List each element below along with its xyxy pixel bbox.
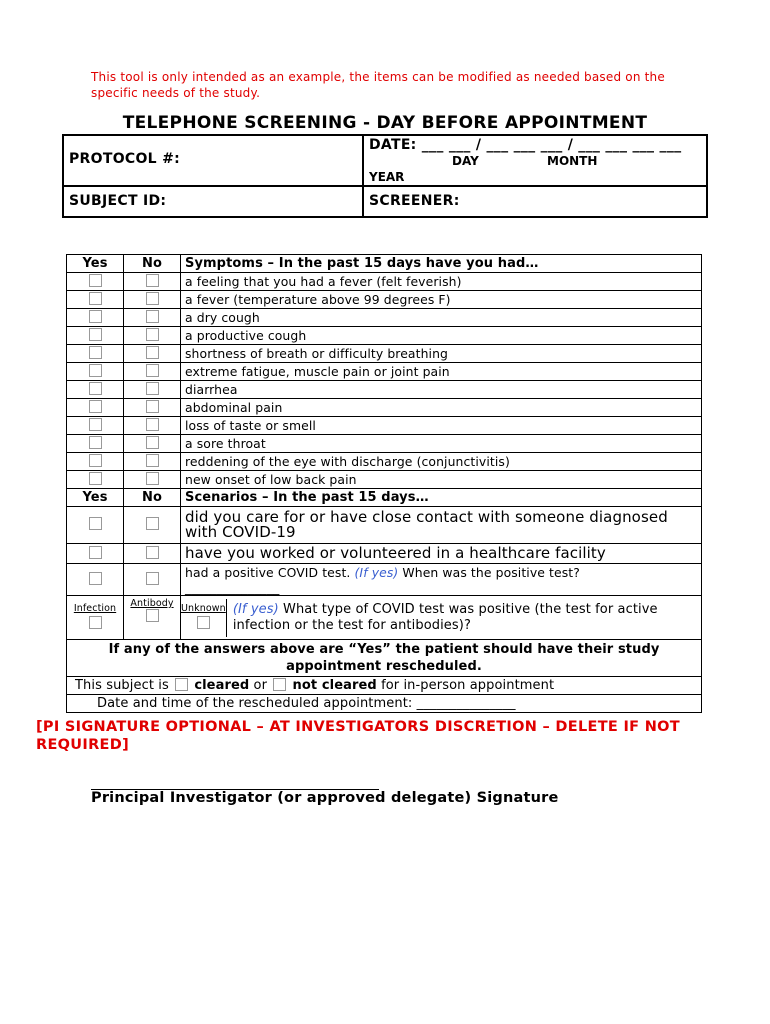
- clearance-row: [67, 677, 702, 695]
- yes-checkbox[interactable]: [89, 436, 102, 449]
- symptom-label: shortness of breath or difficulty breathing: [181, 345, 702, 363]
- symptom-label: reddening of the eye with discharge (conjunctivitis): [181, 453, 702, 471]
- not-cleared-checkbox[interactable]: [273, 678, 286, 691]
- symptom-label: diarrhea: [181, 381, 702, 399]
- unknown-label: Unknown: [181, 602, 226, 614]
- symptom-row: [67, 309, 702, 327]
- symptom-label: a fever (temperature above 99 degrees F): [181, 291, 702, 309]
- symptom-label: abdominal pain: [181, 399, 702, 417]
- no-checkbox[interactable]: [146, 436, 159, 449]
- no-checkbox[interactable]: [146, 454, 159, 467]
- yes-checkbox[interactable]: [89, 328, 102, 341]
- protocol-label: PROTOCOL #:: [69, 151, 180, 167]
- yes-checkbox[interactable]: [89, 400, 102, 413]
- no-checkbox[interactable]: [146, 472, 159, 485]
- scenario-row: [67, 507, 702, 544]
- reschedule-row: [67, 695, 702, 713]
- symptom-row: [67, 363, 702, 381]
- yes-checkbox[interactable]: [89, 572, 102, 585]
- yes-checkbox[interactable]: [89, 517, 102, 530]
- test-type-question: [227, 599, 701, 637]
- symptoms-heading: Symptoms – In the past 15 days have you had…: [181, 255, 702, 273]
- symptom-row: [67, 417, 702, 435]
- if-yes-label: (If yes): [354, 565, 399, 580]
- no-checkbox[interactable]: [146, 364, 159, 377]
- pi-signature-note: [PI SIGNATURE OPTIONAL – AT INVESTIGATORS DISCRETION – DELETE IF NOT REQUIRED]: [36, 719, 680, 753]
- date-day-label: DAY: [452, 154, 479, 168]
- yes-checkbox[interactable]: [89, 364, 102, 377]
- symptom-label: loss of taste or smell: [181, 417, 702, 435]
- subject-id-label: SUBJECT ID:: [69, 193, 167, 209]
- scenarios-header-row: [67, 489, 702, 507]
- yes-checkbox[interactable]: [89, 346, 102, 359]
- yes-checkbox[interactable]: [89, 274, 102, 287]
- not-cleared-label: not cleared: [292, 678, 377, 693]
- symptom-row: [67, 273, 702, 291]
- cleared-checkbox[interactable]: [175, 678, 188, 691]
- unknown-cell: [181, 599, 227, 637]
- yes-checkbox[interactable]: [89, 546, 102, 559]
- unknown-checkbox[interactable]: [197, 616, 210, 629]
- no-checkbox[interactable]: [146, 418, 159, 431]
- no-checkbox[interactable]: [146, 382, 159, 395]
- symptom-row: [67, 471, 702, 489]
- warning-row: [67, 640, 702, 677]
- positive-test-question: When was the positive test?: [402, 565, 580, 580]
- scenario-positive-test: [181, 564, 702, 596]
- symptom-label: a feeling that you had a fever (felt feverish): [181, 273, 702, 291]
- date-label[interactable]: DATE: ___ ___ / ___ ___ ___ / ___ ___ ___ ___: [369, 137, 682, 153]
- no-checkbox[interactable]: [146, 546, 159, 559]
- reschedule-date[interactable]: Date and time of the rescheduled appointment: _______________: [67, 695, 702, 713]
- symptom-row: [67, 381, 702, 399]
- symptom-row: [67, 291, 702, 309]
- symptom-label: extreme fatigue, muscle pain or joint pain: [181, 363, 702, 381]
- test-type-text: What type of COVID test was positive (the test for active infection or the test for antibodies)?: [232, 601, 658, 633]
- scenario-close-contact: did you care for or have close contact with someone diagnosed with COVID-19: [181, 507, 702, 544]
- symptom-row: [67, 435, 702, 453]
- yes-checkbox[interactable]: [89, 454, 102, 467]
- screening-table: [66, 254, 702, 713]
- symptoms-header-row: [67, 255, 702, 273]
- infection-checkbox[interactable]: [89, 616, 102, 629]
- no-checkbox[interactable]: [146, 572, 159, 585]
- no-column-header: No: [124, 255, 181, 273]
- symptom-label: a productive cough: [181, 327, 702, 345]
- scenario-row: [67, 564, 702, 596]
- clearance-prefix: This subject is: [75, 678, 169, 693]
- yes-checkbox[interactable]: [89, 310, 102, 323]
- yes-column-header: Yes: [67, 489, 124, 507]
- no-checkbox[interactable]: [146, 274, 159, 287]
- clearance-suffix: for in-person appointment: [381, 678, 555, 693]
- test-type-row: [67, 596, 702, 640]
- scenario-row: [67, 544, 702, 564]
- date-year-label: YEAR: [369, 170, 405, 184]
- symptom-row: [67, 399, 702, 417]
- yes-checkbox[interactable]: [89, 418, 102, 431]
- yes-checkbox[interactable]: [89, 472, 102, 485]
- yes-checkbox[interactable]: [89, 382, 102, 395]
- no-checkbox[interactable]: [146, 400, 159, 413]
- instruction-note: This tool is only intended as an example, the items can be modified as needed based on the specific needs of the study.: [91, 70, 665, 100]
- symptom-label: new onset of low back pain: [181, 471, 702, 489]
- yes-checkbox[interactable]: [89, 292, 102, 305]
- antibody-checkbox[interactable]: [146, 609, 159, 622]
- no-checkbox[interactable]: [146, 292, 159, 305]
- no-checkbox[interactable]: [146, 310, 159, 323]
- scenario-healthcare-facility: have you worked or volunteered in a healthcare facility: [181, 544, 702, 564]
- scenarios-heading: Scenarios – In the past 15 days…: [181, 489, 702, 507]
- yes-column-header: Yes: [67, 255, 124, 273]
- or-label: or: [253, 678, 268, 693]
- date-month-label: MONTH: [547, 154, 598, 168]
- header-divider-vertical: [362, 134, 364, 218]
- antibody-label: Antibody: [130, 598, 174, 609]
- test-type-cell: [181, 596, 702, 640]
- symptom-row: [67, 327, 702, 345]
- no-checkbox[interactable]: [146, 346, 159, 359]
- no-checkbox[interactable]: [146, 328, 159, 341]
- no-column-header: No: [124, 489, 181, 507]
- clearance-cell: [67, 677, 702, 695]
- positive-test-date-blank[interactable]: _______________: [185, 580, 280, 595]
- infection-label: Infection: [73, 603, 117, 614]
- symptom-label: a sore throat: [181, 435, 702, 453]
- cleared-label: cleared: [194, 678, 250, 693]
- symptom-row: [67, 453, 702, 471]
- page-title: TELEPHONE SCREENING - DAY BEFORE APPOINTMENT: [122, 113, 648, 133]
- symptom-label: a dry cough: [181, 309, 702, 327]
- reschedule-warning: If any of the answers above are “Yes” the patient should have their study appointment rescheduled.: [67, 640, 702, 677]
- if-yes-label: (If yes): [232, 601, 279, 617]
- screener-label: SCREENER:: [369, 193, 460, 209]
- positive-test-text: had a positive COVID test.: [185, 565, 351, 580]
- no-checkbox[interactable]: [146, 517, 159, 530]
- signature-label: Principal Investigator (or approved delegate) Signature: [91, 790, 559, 806]
- symptom-row: [67, 345, 702, 363]
- header-divider-horizontal: [62, 185, 708, 187]
